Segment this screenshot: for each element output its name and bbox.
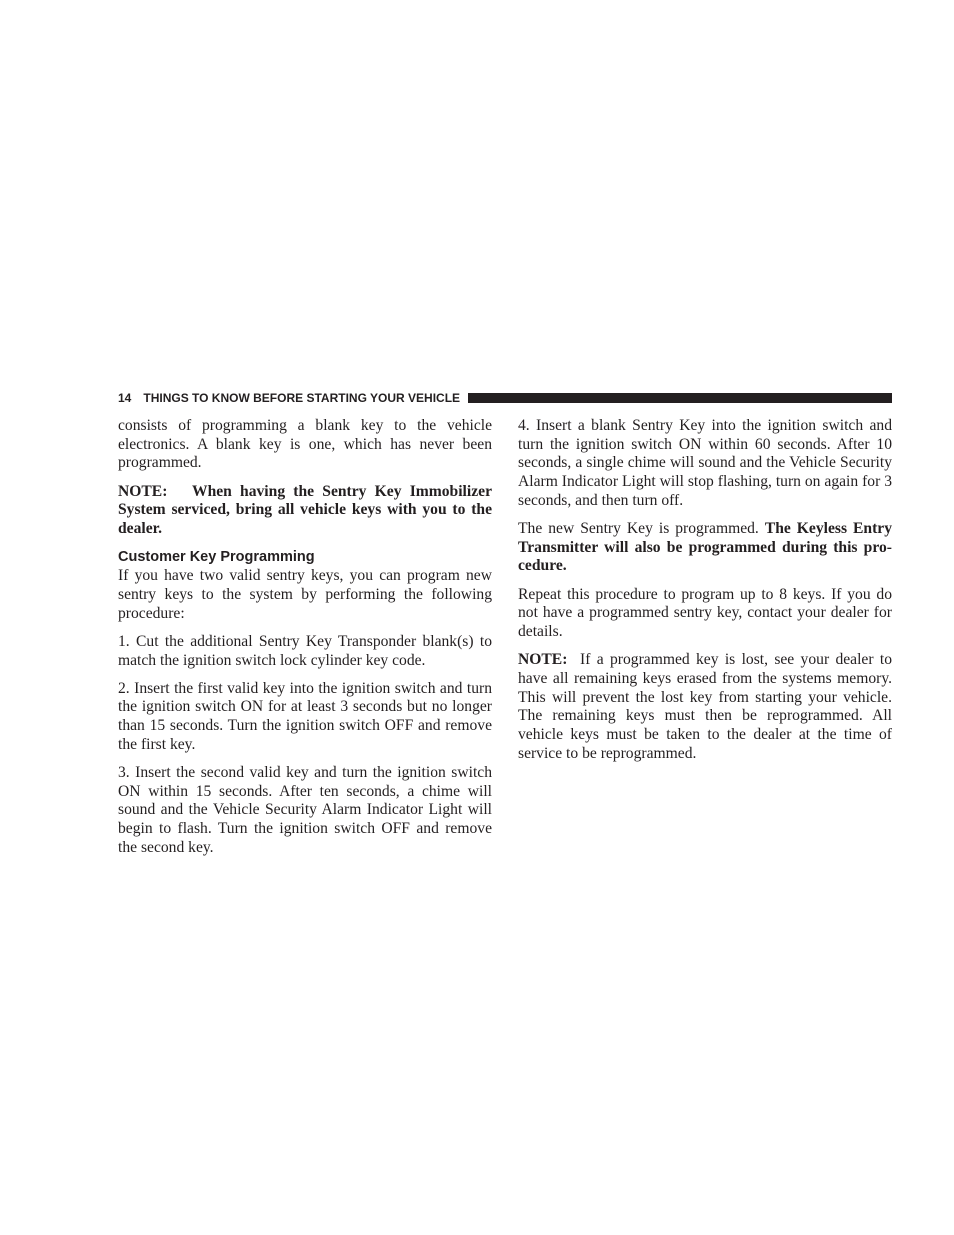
header-rule (468, 393, 892, 403)
right-column (518, 417, 892, 773)
page-number: 14 (118, 391, 132, 405)
note-label: NOTE: (518, 651, 568, 669)
transmitter-note: The Keyless Entry Transmitter will also be programmed during this procedure. (518, 520, 893, 575)
section-heading: Customer Key Programming (118, 549, 315, 566)
note-text: If a programmed key is lost, see your dealer to have all remaining keys erased from the systems memory. This will prevent the lost key from starting your vehicle. The remaining keys must then be reprogrammed. All vehicle keys must be taken to the dealer at the time of service to be reprogrammed. (518, 651, 893, 762)
programmed-text: The new Sentry Key is programmed. (518, 520, 765, 538)
step-4: 4. Insert a blank Sentry Key into the ignition switch and turn the ignition switch ON within 60 seconds. After 10 seconds, a single chime will sound and the Vehicle Security Alarm Indicator Light will stop flashing, turn on again for 3 seconds, and then turn off. (518, 417, 892, 509)
intro-paragraph: consists of programming a blank key to the vehicle electronics. A blank key is one, which has never been programmed. (118, 417, 492, 472)
step-2: 2. Insert the first valid key into the ignition switch and turn the ignition switch ON for at least 3 seconds but no longer than 15 seconds. Turn the ignition switch OFF and remove the first key. (118, 679, 492, 753)
note-label: NOTE: (118, 482, 168, 500)
programmed-paragraph (518, 520, 892, 576)
page-header (118, 390, 892, 406)
step-1: 1. Cut the additional Sentry Key Transponder blank(s) to match the ignition switch lock cylinder key code. (118, 632, 492, 669)
left-column (118, 417, 492, 867)
repeat-paragraph: Repeat this procedure to program up to 8 keys. If you do not have a programmed sentry key, contact your dealer for details. (518, 585, 892, 641)
step-3: 3. Insert the second valid key and turn the ignition switch ON within 15 seconds. After ten seconds, a chime will sound and the Vehicle Security Alarm Indicator Light will begin to flash. Turn the ignition switch OFF and remove the second key. (118, 764, 492, 856)
procedure-intro: If you have two valid sentry keys, you can program new sentry keys to the system by performing the following procedure: (118, 567, 492, 622)
note-text: When having the Sentry Key Immobilizer System serviced, bring all vehicle keys with you to the dealer. (118, 482, 492, 538)
note-lost-key (518, 651, 892, 763)
note-immobilizer (118, 483, 492, 539)
section-title: THINGS TO KNOW BEFORE STARTING YOUR VEHICLE (143, 391, 461, 405)
